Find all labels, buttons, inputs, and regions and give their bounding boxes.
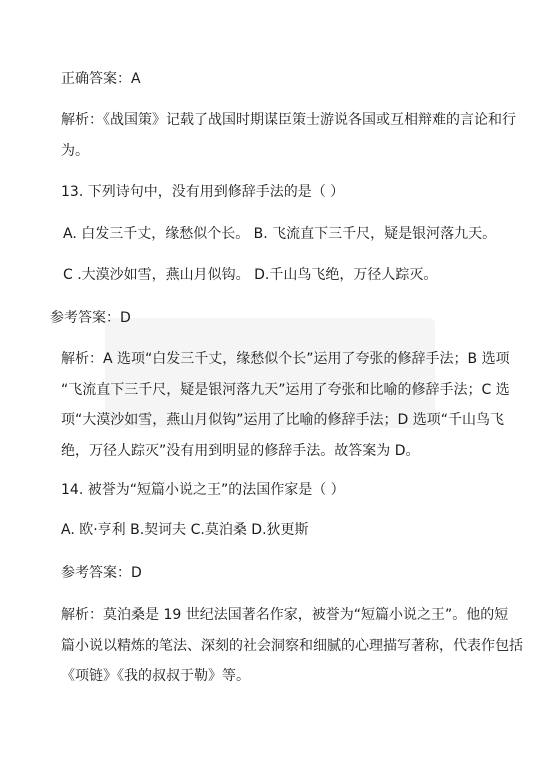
q13-analysis-line3: 项“大漠沙如雪，燕山月似钩”运用了比喻的修辞手法；D 选项“千山鸟飞: [61, 412, 504, 428]
q12-analysis-line2: 为。: [61, 143, 89, 159]
q12-analysis-line1: 解析：《战国策》记载了战国时期谋臣策士游说各国或互相辩难的言论和行: [61, 112, 516, 128]
q14-options: A. 欧·亨利 B.契诃夫 C.莫泊桑 D.狄更斯: [61, 522, 309, 538]
q13-answer: 参考答案：D: [50, 310, 131, 326]
q13-analysis-line1: 解析：A 选项“白发三千丈，缘愁似个长”运用了夸张的修辞手法；B 选项: [61, 351, 510, 367]
q13-question: 13. 下列诗句中，没有用到修辞手法的是（ ）: [61, 184, 345, 200]
q13-analysis-line4: 绝，万径人踪灭”没有用到明显的修辞手法。故答案为 D。: [61, 443, 420, 459]
q14-analysis-line3: 《项链》《我的叔叔于勒》等。: [61, 668, 250, 684]
q14-question: 14. 被誉为“短篇小说之王”的法国作家是（ ）: [61, 482, 345, 498]
q14-answer: 参考答案：D: [61, 565, 142, 581]
q12-answer: 正确答案：A: [61, 71, 141, 87]
q13-options-row1: A. 白发三千丈，缘愁似个长。 B. 飞流直下三千尺，疑是银河落九天。: [63, 226, 497, 242]
q14-analysis-line1: 解析：莫泊桑是 19 世纪法国著名作家，被誉为“短篇小说之王”。他的短: [61, 607, 509, 623]
q13-options-row2: C .大漠沙如雪，燕山月似钩。 D.千山鸟飞绝，万径人踪灭。: [63, 267, 438, 283]
q13-analysis-line2: “飞流直下三千尺，疑是银河落九天”运用了夸张和比喻的修辞手法；C 选: [61, 382, 510, 398]
q14-analysis-line2: 篇小说以精炼的笔法、深刻的社会洞察和细腻的心理描写著称，代表作包括: [61, 638, 523, 654]
